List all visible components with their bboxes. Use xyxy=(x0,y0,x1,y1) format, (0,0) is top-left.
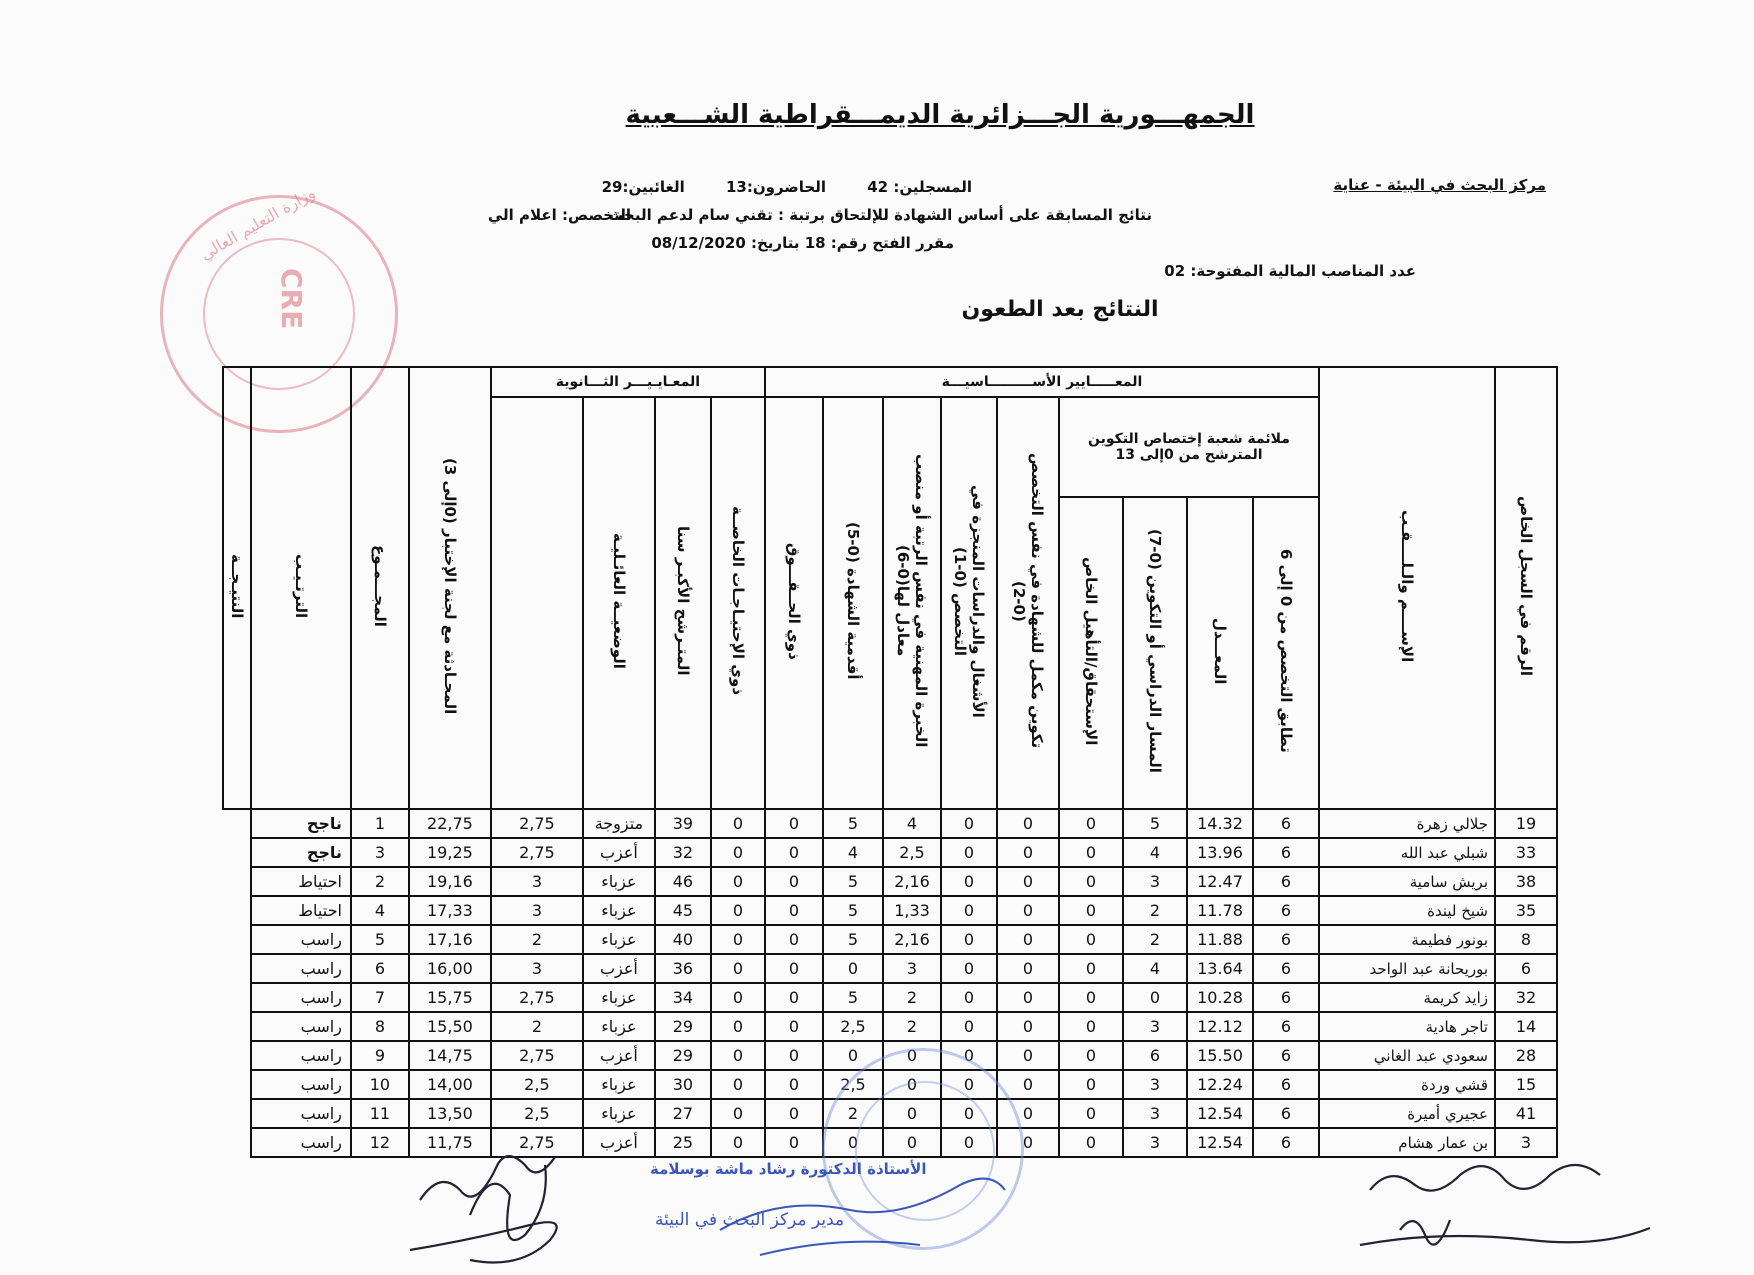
header-result: النتيـجــة xyxy=(223,367,251,809)
cell-experience: 0 xyxy=(883,1128,941,1157)
cell-result: احتياط xyxy=(251,867,351,896)
cell-rights: 0 xyxy=(765,1041,823,1070)
cell-qualification: 0 xyxy=(1059,983,1123,1012)
header-rights: ذوي الحــقـــوق xyxy=(765,397,823,809)
left-signature xyxy=(410,1156,557,1262)
cell-total: 15,50 xyxy=(409,1012,491,1041)
cell-interview: 3 xyxy=(491,896,583,925)
cell-average: 11.78 xyxy=(1187,896,1253,925)
research-center-name: مركز البحث في البيئة - عناية xyxy=(1333,176,1546,194)
cell-family: أعزب xyxy=(583,1128,655,1157)
cell-rights: 0 xyxy=(765,1099,823,1128)
cell-qualification: 0 xyxy=(1059,954,1123,983)
cell-rank: 8 xyxy=(351,1012,409,1041)
cell-seniority: 4 xyxy=(823,838,883,867)
cell-result: راسب xyxy=(251,1041,351,1070)
cell-special-needs: 0 xyxy=(711,896,765,925)
cell-name: بونور فطيمة xyxy=(1319,925,1495,954)
cell-family: أعزب xyxy=(583,838,655,867)
cell-special-needs: 0 xyxy=(711,1012,765,1041)
cell-path: 4 xyxy=(1123,838,1187,867)
header-average: المعـــدل xyxy=(1187,497,1253,809)
cell-reg-no: 8 xyxy=(1495,925,1557,954)
table-row xyxy=(223,809,1557,838)
cell-age: 40 xyxy=(655,925,711,954)
cell-match: 6 xyxy=(1253,867,1319,896)
cell-works: 0 xyxy=(941,983,997,1012)
cell-path: 2 xyxy=(1123,925,1187,954)
cell-age: 25 xyxy=(655,1128,711,1157)
cell-path: 3 xyxy=(1123,1070,1187,1099)
cell-reg-no: 33 xyxy=(1495,838,1557,867)
candidate-counts xyxy=(566,178,972,196)
cell-experience: 1,33 xyxy=(883,896,941,925)
table-row xyxy=(223,867,1557,896)
cell-interview: 2,5 xyxy=(491,1070,583,1099)
cell-age: 34 xyxy=(655,983,711,1012)
cell-seniority: 0 xyxy=(823,1041,883,1070)
cell-average: 11.88 xyxy=(1187,925,1253,954)
cell-average: 10.28 xyxy=(1187,983,1253,1012)
cell-family: عزباء xyxy=(583,1099,655,1128)
cell-special-needs: 0 xyxy=(711,1041,765,1070)
cell-family: عزباء xyxy=(583,983,655,1012)
cell-reg-no: 41 xyxy=(1495,1099,1557,1128)
cell-match: 6 xyxy=(1253,954,1319,983)
cell-family: عزباء xyxy=(583,1012,655,1041)
cell-complementary: 0 xyxy=(997,1070,1059,1099)
cell-qualification: 0 xyxy=(1059,1070,1123,1099)
cell-complementary: 0 xyxy=(997,954,1059,983)
cell-average: 15.50 xyxy=(1187,1041,1253,1070)
header-reg-no: الرقم في السجل الخاص xyxy=(1495,367,1557,809)
cell-works: 0 xyxy=(941,1128,997,1157)
cell-total: 13,50 xyxy=(409,1099,491,1128)
cell-complementary: 0 xyxy=(997,867,1059,896)
cell-total: 15,75 xyxy=(409,983,491,1012)
cell-total: 19,16 xyxy=(409,867,491,896)
cell-reg-no: 28 xyxy=(1495,1041,1557,1070)
cell-family: عزباء xyxy=(583,867,655,896)
cell-seniority: 2,5 xyxy=(823,1070,883,1099)
cell-experience: 2 xyxy=(883,1012,941,1041)
cell-rights: 0 xyxy=(765,925,823,954)
cell-match: 6 xyxy=(1253,1041,1319,1070)
cell-rights: 0 xyxy=(765,983,823,1012)
cell-experience: 2,16 xyxy=(883,925,941,954)
cell-rank: 10 xyxy=(351,1070,409,1099)
cell-rank: 2 xyxy=(351,867,409,896)
cell-complementary: 0 xyxy=(997,896,1059,925)
director-role: مدير مركز البحث في البيئة xyxy=(655,1210,845,1230)
cell-qualification: 0 xyxy=(1059,896,1123,925)
cell-interview: 3 xyxy=(491,954,583,983)
cell-path: 2 xyxy=(1123,896,1187,925)
cell-reg-no: 6 xyxy=(1495,954,1557,983)
cell-qualification: 0 xyxy=(1059,1012,1123,1041)
cell-match: 6 xyxy=(1253,1012,1319,1041)
cell-works: 0 xyxy=(941,896,997,925)
director-name: الأستاذة الدكتورة رشاد ماشة بوسلامة xyxy=(650,1160,927,1178)
cell-rank: 11 xyxy=(351,1099,409,1128)
cell-name: تاجر هادية xyxy=(1319,1012,1495,1041)
cell-complementary: 0 xyxy=(997,1012,1059,1041)
cell-works: 0 xyxy=(941,867,997,896)
cell-name: بوريحانة عبد الواحد xyxy=(1319,954,1495,983)
header-secondary-criteria: المعـايـيـــر الثـــانوية xyxy=(491,367,765,397)
cell-rights: 0 xyxy=(765,809,823,838)
cell-interview: 2,75 xyxy=(491,838,583,867)
table-row xyxy=(223,1012,1557,1041)
cell-interview: 2,75 xyxy=(491,809,583,838)
cell-complementary: 0 xyxy=(997,983,1059,1012)
cell-average: 12.24 xyxy=(1187,1070,1253,1099)
cell-rights: 0 xyxy=(765,1128,823,1157)
cell-name: جلالي زهرة xyxy=(1319,809,1495,838)
registered-count: المسجلين: 42 xyxy=(867,178,972,196)
absent-count: الغائبين:29 xyxy=(601,178,685,196)
cell-reg-no: 15 xyxy=(1495,1070,1557,1099)
contest-title: نتائج المسابقة على أساس الشهادة للإلتحاق برتبة : تقني سام لدعم البحث xyxy=(608,206,1152,224)
header-special-needs: ذوي الإحتيـاجـات الخاصــة xyxy=(711,397,765,809)
cell-age: 45 xyxy=(655,896,711,925)
cell-complementary: 0 xyxy=(997,838,1059,867)
cell-seniority: 5 xyxy=(823,983,883,1012)
cell-average: 13.64 xyxy=(1187,954,1253,983)
cell-experience: 2,5 xyxy=(883,838,941,867)
cell-rights: 0 xyxy=(765,867,823,896)
cell-family: متزوجة xyxy=(583,809,655,838)
cell-path: 3 xyxy=(1123,1128,1187,1157)
cell-rights: 0 xyxy=(765,954,823,983)
cell-experience: 2,16 xyxy=(883,867,941,896)
cell-total: 14,00 xyxy=(409,1070,491,1099)
cell-seniority: 2,5 xyxy=(823,1012,883,1041)
header-total: المجـــمـوع xyxy=(351,367,409,809)
cell-qualification: 0 xyxy=(1059,867,1123,896)
table-row xyxy=(223,838,1557,867)
cell-match: 6 xyxy=(1253,1070,1319,1099)
header-basic-criteria: المعـــــايير الأســـــــــاسيـــة xyxy=(765,367,1319,397)
cell-result: راسب xyxy=(251,983,351,1012)
cell-qualification: 0 xyxy=(1059,809,1123,838)
cell-complementary: 0 xyxy=(997,925,1059,954)
cell-name: زايد كريمة xyxy=(1319,983,1495,1012)
red-stamp-ring-text: وزارة التعليم العالي xyxy=(196,183,319,264)
header-match: تطابق التخصص من 0 إلى 6 xyxy=(1253,497,1319,809)
cell-interview: 2 xyxy=(491,925,583,954)
republic-title: الجمهـــورية الجـــزائرية الديمـــقراطية الشـــعبية xyxy=(625,100,1255,130)
cell-interview: 2,5 xyxy=(491,1099,583,1128)
cell-family: أعزب xyxy=(583,1041,655,1070)
table-row xyxy=(223,1070,1557,1099)
cell-age: 32 xyxy=(655,838,711,867)
cell-rank: 9 xyxy=(351,1041,409,1070)
cell-rank: 4 xyxy=(351,896,409,925)
header-name: الإســــم والـلــــقـب xyxy=(1319,367,1495,809)
cell-complementary: 0 xyxy=(997,1128,1059,1157)
cell-interview: 2,75 xyxy=(491,983,583,1012)
cell-result: راسب xyxy=(251,1128,351,1157)
cell-reg-no: 32 xyxy=(1495,983,1557,1012)
cell-seniority: 5 xyxy=(823,867,883,896)
cell-works: 0 xyxy=(941,809,997,838)
cell-experience: 4 xyxy=(883,809,941,838)
header-path: المسار الدراسي أو التكوين (0-7) xyxy=(1123,497,1187,809)
cell-total: 17,33 xyxy=(409,896,491,925)
cell-path: 0 xyxy=(1123,983,1187,1012)
cell-result: احتياط xyxy=(251,896,351,925)
header-age: المتـرشح الأكبـر سنا xyxy=(655,397,711,809)
cell-match: 6 xyxy=(1253,1128,1319,1157)
cell-rank: 12 xyxy=(351,1128,409,1157)
cell-family: أعزب xyxy=(583,954,655,983)
cell-average: 12.54 xyxy=(1187,1128,1253,1157)
red-stamp-text: CRE xyxy=(275,268,308,330)
open-posts-count: عدد المناصب المالية المفتوحة: 02 xyxy=(1164,262,1416,280)
header-works: الأشغال والدراسات المنجزة في التخصص (0-1) xyxy=(941,397,997,809)
cell-path: 5 xyxy=(1123,809,1187,838)
cell-age: 29 xyxy=(655,1041,711,1070)
cell-interview: 2,75 xyxy=(491,1128,583,1157)
cell-rights: 0 xyxy=(765,838,823,867)
cell-name: شبلي عبد الله xyxy=(1319,838,1495,867)
cell-match: 6 xyxy=(1253,838,1319,867)
cell-total: 19,25 xyxy=(409,838,491,867)
cell-result: راسب xyxy=(251,925,351,954)
cell-match: 6 xyxy=(1253,1099,1319,1128)
cell-rights: 0 xyxy=(765,1070,823,1099)
cell-seniority: 5 xyxy=(823,809,883,838)
cell-total: 22,75 xyxy=(409,809,491,838)
cell-match: 6 xyxy=(1253,925,1319,954)
cell-seniority: 2 xyxy=(823,1099,883,1128)
cell-interview: 2 xyxy=(491,1012,583,1041)
cell-complementary: 0 xyxy=(997,1041,1059,1070)
cell-interview: 2,75 xyxy=(491,1041,583,1070)
right-signature xyxy=(1360,1165,1650,1245)
table-row xyxy=(223,925,1557,954)
header-suitability: ملائمة شعبة إختصاص التكوين المترشح من 0إلى 13 xyxy=(1059,397,1319,497)
cell-experience: 2 xyxy=(883,983,941,1012)
cell-match: 6 xyxy=(1253,809,1319,838)
cell-seniority: 0 xyxy=(823,954,883,983)
specialty-label: التخصص: اعلام الي xyxy=(487,206,631,224)
cell-match: 6 xyxy=(1253,983,1319,1012)
cell-average: 12.12 xyxy=(1187,1012,1253,1041)
cell-age: 39 xyxy=(655,809,711,838)
cell-rank: 5 xyxy=(351,925,409,954)
table-row xyxy=(223,896,1557,925)
cell-path: 3 xyxy=(1123,867,1187,896)
cell-qualification: 0 xyxy=(1059,838,1123,867)
cell-complementary: 0 xyxy=(997,809,1059,838)
cell-interview: 3 xyxy=(491,867,583,896)
cell-rank: 6 xyxy=(351,954,409,983)
header-rank: الترتـيـب xyxy=(251,367,351,809)
results-subtitle: النتائج بعد الطعون xyxy=(961,297,1159,322)
cell-average: 13.96 xyxy=(1187,838,1253,867)
cell-rank: 3 xyxy=(351,838,409,867)
cell-experience: 3 xyxy=(883,954,941,983)
table-row xyxy=(223,983,1557,1012)
cell-works: 0 xyxy=(941,1041,997,1070)
cell-experience: 0 xyxy=(883,1070,941,1099)
cell-works: 0 xyxy=(941,1012,997,1041)
cell-special-needs: 0 xyxy=(711,1070,765,1099)
cell-total: 17,16 xyxy=(409,925,491,954)
cell-family: عزباء xyxy=(583,925,655,954)
cell-age: 36 xyxy=(655,954,711,983)
header-complementary: تكوين مكمل للشهادة في نفس التخصص (0-2) xyxy=(997,397,1059,809)
cell-total: 16,00 xyxy=(409,954,491,983)
cell-name: عجيري أميرة xyxy=(1319,1099,1495,1128)
header-family: الوضعيــة العائـليـة xyxy=(583,397,655,809)
cell-result: راسب xyxy=(251,1012,351,1041)
header-interview: المحـادثة مع لجنة الإختبار (0إلى 3) xyxy=(409,367,491,809)
cell-family: عزباء xyxy=(583,896,655,925)
cell-reg-no: 3 xyxy=(1495,1128,1557,1157)
cell-total: 14,75 xyxy=(409,1041,491,1070)
cell-result: ناجح xyxy=(251,838,351,867)
cell-experience: 0 xyxy=(883,1099,941,1128)
cell-special-needs: 0 xyxy=(711,983,765,1012)
cell-special-needs: 0 xyxy=(711,809,765,838)
opening-decision: مقرر الفتح رقم: 18 بتاريخ: 08/12/2020 xyxy=(651,234,954,252)
cell-name: بن عمار هشام xyxy=(1319,1128,1495,1157)
cell-rights: 0 xyxy=(765,1012,823,1041)
cell-name: بريش سامية xyxy=(1319,867,1495,896)
cell-seniority: 0 xyxy=(823,1128,883,1157)
cell-special-needs: 0 xyxy=(711,838,765,867)
cell-path: 4 xyxy=(1123,954,1187,983)
cell-seniority: 5 xyxy=(823,896,883,925)
cell-special-needs: 0 xyxy=(711,925,765,954)
cell-reg-no: 19 xyxy=(1495,809,1557,838)
present-count: الحاضرون:13 xyxy=(725,178,827,196)
results-table-body xyxy=(223,809,1557,1157)
cell-rank: 1 xyxy=(351,809,409,838)
cell-works: 0 xyxy=(941,1070,997,1099)
cell-qualification: 0 xyxy=(1059,1128,1123,1157)
cell-qualification: 0 xyxy=(1059,1041,1123,1070)
cell-average: 12.54 xyxy=(1187,1099,1253,1128)
cell-rank: 7 xyxy=(351,983,409,1012)
cell-qualification: 0 xyxy=(1059,925,1123,954)
cell-works: 0 xyxy=(941,925,997,954)
cell-rights: 0 xyxy=(765,896,823,925)
table-row xyxy=(223,954,1557,983)
cell-works: 0 xyxy=(941,1099,997,1128)
cell-qualification: 0 xyxy=(1059,1099,1123,1128)
cell-special-needs: 0 xyxy=(711,867,765,896)
cell-result: راسب xyxy=(251,1099,351,1128)
cell-age: 30 xyxy=(655,1070,711,1099)
cell-seniority: 5 xyxy=(823,925,883,954)
cell-match: 6 xyxy=(1253,896,1319,925)
cell-average: 12.47 xyxy=(1187,867,1253,896)
cell-works: 0 xyxy=(941,838,997,867)
cell-result: ناجح xyxy=(251,809,351,838)
cell-total: 11,75 xyxy=(409,1128,491,1157)
cell-experience: 0 xyxy=(883,1041,941,1070)
cell-result: راسب xyxy=(251,1070,351,1099)
cell-special-needs: 0 xyxy=(711,1099,765,1128)
cell-family: عزباء xyxy=(583,1070,655,1099)
cell-age: 27 xyxy=(655,1099,711,1128)
header-seniority: أقدمية الشهادة (0-5) xyxy=(823,397,883,809)
results-table xyxy=(222,366,1558,1158)
cell-name: شيخ ليندة xyxy=(1319,896,1495,925)
cell-result: راسب xyxy=(251,954,351,983)
table-row xyxy=(223,1099,1557,1128)
cell-name: قشي وردة xyxy=(1319,1070,1495,1099)
cell-reg-no: 38 xyxy=(1495,867,1557,896)
cell-name: سعودي عبد الغاني xyxy=(1319,1041,1495,1070)
cell-reg-no: 14 xyxy=(1495,1012,1557,1041)
cell-special-needs: 0 xyxy=(711,954,765,983)
cell-age: 46 xyxy=(655,867,711,896)
table-row xyxy=(223,1128,1557,1157)
cell-average: 14.32 xyxy=(1187,809,1253,838)
header-qualification: الإستحقاق/التأهيل الخاص xyxy=(1059,497,1123,809)
cell-path: 6 xyxy=(1123,1041,1187,1070)
cell-reg-no: 35 xyxy=(1495,896,1557,925)
cell-complementary: 0 xyxy=(997,1099,1059,1128)
table-row xyxy=(223,1041,1557,1070)
cell-age: 29 xyxy=(655,1012,711,1041)
cell-works: 0 xyxy=(941,954,997,983)
cell-path: 3 xyxy=(1123,1012,1187,1041)
cell-path: 3 xyxy=(1123,1099,1187,1128)
header-experience: الخبرة المهنية في نفس الرتبة أو منصب معادل لها(0-6) xyxy=(883,397,941,809)
cell-special-needs: 0 xyxy=(711,1128,765,1157)
